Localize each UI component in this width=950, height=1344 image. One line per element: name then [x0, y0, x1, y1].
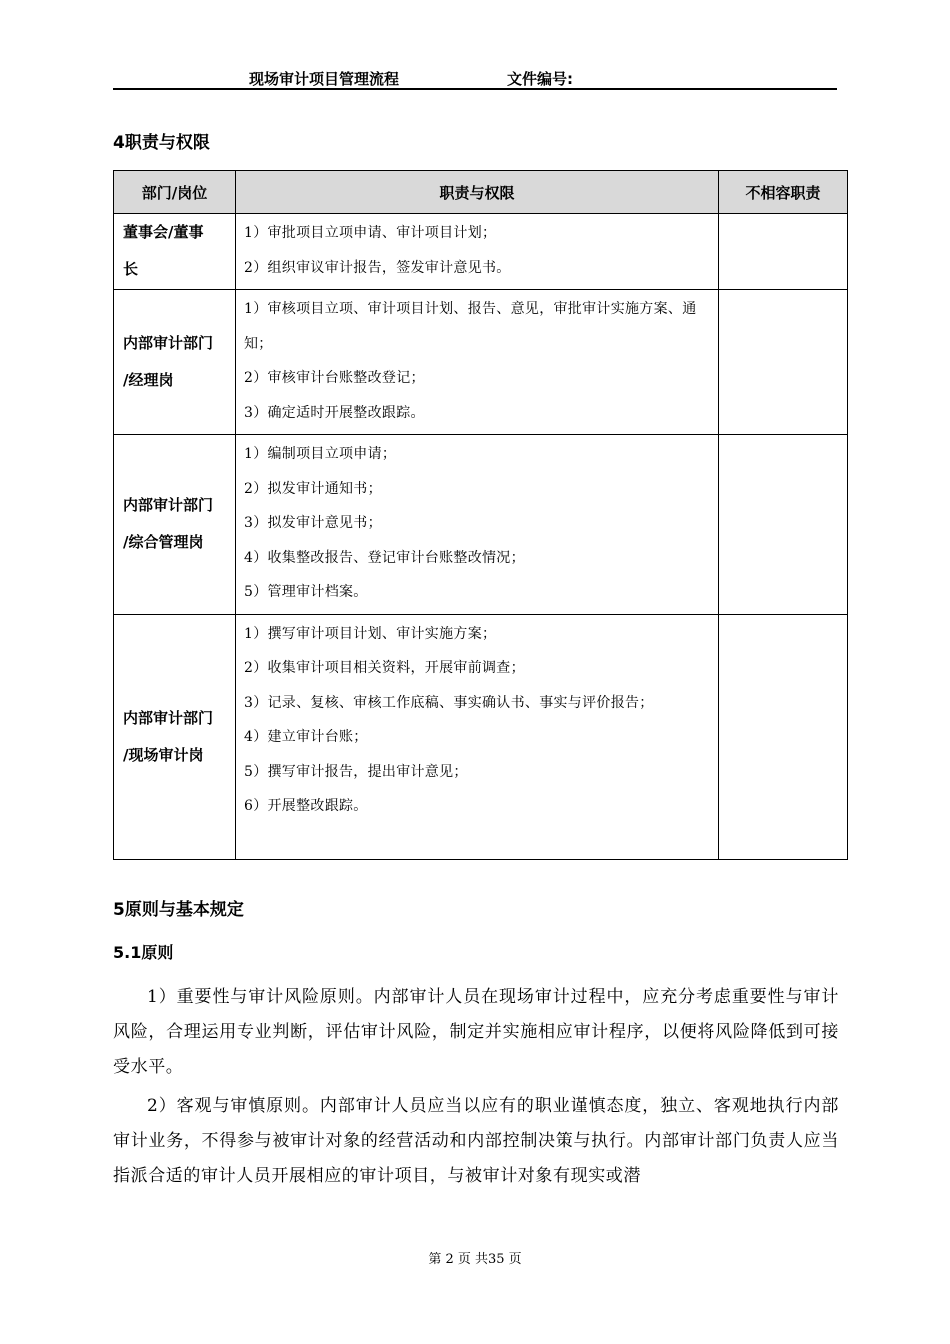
duty-item: 3）拟发审计意见书；	[244, 515, 382, 531]
duty-item: 1）审批项目立项申请、审计项目计划；	[244, 225, 497, 241]
file-number-label: 文件编号:	[507, 70, 573, 88]
duty-item: 4）收集整改报告、登记审计台账整改情况；	[244, 549, 525, 566]
duties-cell	[236, 290, 719, 435]
duty-item: 5）管理审计档案。	[244, 584, 368, 600]
duty-item: 3）记录、复核、审核工作底稿、事实确认书、事实与评价报告；	[244, 694, 654, 711]
dept-line: 长	[123, 260, 139, 278]
column-header-dept: 部门/岗位	[114, 171, 236, 214]
duty-item: 4）建立审计台账；	[244, 729, 368, 745]
duty-item: 2）收集审计项目相关资料，开展审前调查；	[244, 660, 525, 676]
table-row	[114, 435, 848, 615]
section-5-heading: 5原则与基本规定	[113, 900, 244, 920]
duty-item: 3）确定适时开展整改跟踪。	[244, 404, 425, 421]
duty-item: 1）审核项目立项、审计项目计划、报告、意见，审批审计实施方案、通知；	[244, 301, 697, 352]
duty-item: 2）组织审议审计报告，签发审计意见书。	[244, 259, 511, 276]
dept-cell	[114, 614, 236, 859]
column-header-incompatible: 不相容职责	[719, 171, 848, 214]
duty-item: 1）撰写审计项目计划、审计实施方案；	[244, 625, 497, 642]
document-title: 现场审计项目管理流程	[249, 70, 400, 88]
duty-table	[113, 170, 848, 860]
dept-line: /综合管理岗	[123, 533, 204, 552]
dept-cell	[114, 290, 236, 435]
incompatible-cell	[719, 290, 848, 435]
duty-item: 2）审核审计台账整改登记；	[244, 370, 425, 386]
duties-cell	[236, 214, 719, 290]
dept-line: 内部审计部门	[123, 496, 214, 515]
dept-cell	[114, 435, 236, 615]
duty-item: 6）开展整改跟踪。	[244, 798, 368, 814]
section-5-1-heading: 5.1原则	[113, 943, 174, 962]
table-row	[114, 214, 848, 290]
dept-cell	[114, 214, 236, 290]
incompatible-cell	[719, 214, 848, 290]
duties-cell	[236, 614, 719, 859]
page-header	[113, 66, 837, 90]
paragraph: 1）重要性与审计风险原则。内部审计人员在现场审计过程中，应充分考虑重要性与审计风险，合理运用专业判断，评估审计风险，制定并实施相应审计程序，以便将风险降低到可接受水平。	[113, 987, 839, 1077]
dept-line: 董事会/董事	[123, 223, 204, 241]
dept-line: 内部审计部门	[123, 708, 214, 727]
dept-line: /经理岗	[123, 371, 174, 389]
duties-cell	[236, 435, 719, 615]
table-row	[114, 290, 848, 435]
dept-line: 内部审计部门	[123, 334, 214, 352]
table-row	[114, 614, 848, 859]
incompatible-cell	[719, 435, 848, 615]
duty-item: 1）编制项目立项申请；	[244, 446, 397, 462]
page-footer: 第 2 页 共35 页	[428, 1252, 522, 1267]
paragraph: 2）客观与审慎原则。内部审计人员应当以应有的职业谨慎态度，独立、客观地执行内部审计业务，不得参与被审计对象的经营活动和内部控制决策与执行。内部审计部门负责人应当指派合适的审计人员开展相应的审计项目，与被审计对象有现实或潜	[113, 1096, 839, 1186]
column-header-duties: 职责与权限	[236, 171, 719, 214]
table-header-row	[114, 171, 848, 214]
duty-item: 5）撰写审计报告，提出审计意见；	[244, 763, 468, 780]
duty-item: 2）拟发审计通知书；	[244, 480, 382, 497]
dept-line: /现场审计岗	[123, 745, 204, 764]
incompatible-cell	[719, 614, 848, 859]
section-4-heading: 4职责与权限	[113, 133, 210, 153]
